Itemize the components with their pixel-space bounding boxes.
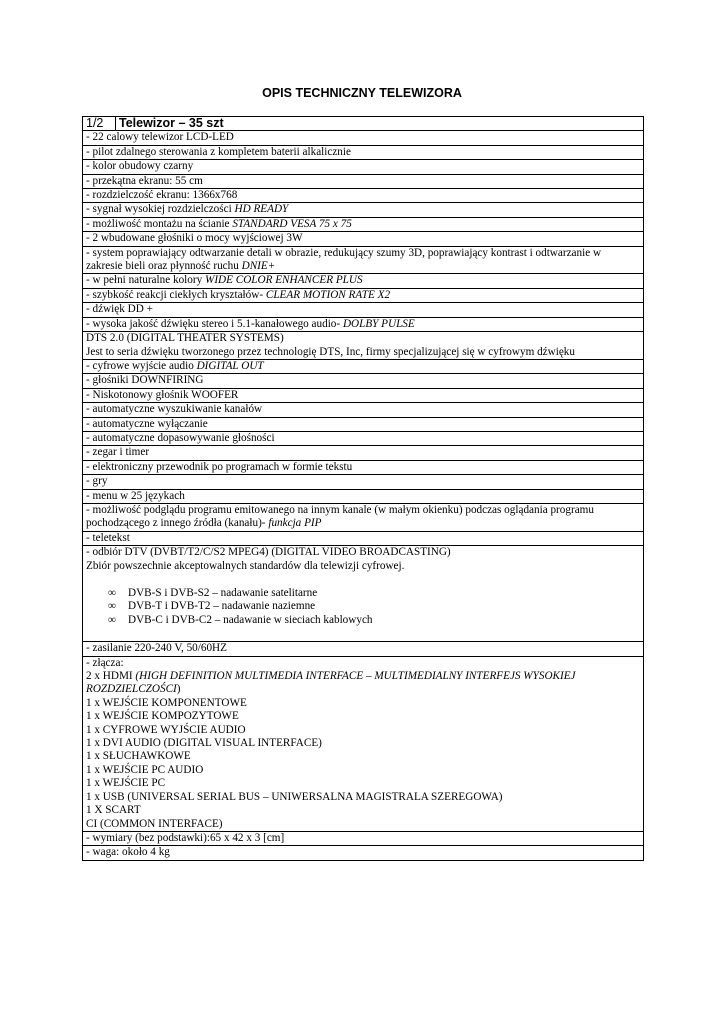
spec-text: - gry xyxy=(86,475,108,488)
table-cell xyxy=(83,831,644,845)
table-cell xyxy=(83,475,644,489)
table-row xyxy=(83,460,644,474)
spec-text: - automatyczne wyszukiwanie kanałów xyxy=(86,403,263,416)
connector-line: 1 x WEJŚCIE PC AUDIO xyxy=(86,763,204,776)
spec-emphasis: DIGITAL OUT xyxy=(196,359,264,372)
hdmi-count: 2 x HDMI xyxy=(86,670,136,683)
spec-emphasis: HD READY xyxy=(234,203,289,216)
spec-text: - menu w 25 językach xyxy=(86,489,185,502)
table-row xyxy=(83,403,644,417)
connector-line: 1 x CYFROWE WYJŚCIE AUDIO xyxy=(86,723,246,736)
table-cell xyxy=(83,460,644,474)
table-cell xyxy=(83,403,644,417)
table-cell xyxy=(83,217,644,231)
dts-description: Jest to seria dźwięku tworzonego przez technologię DTS, Inc, firmy specjalizującej się w cyfrowym dźwięku xyxy=(86,345,575,358)
dvb-standard: DVB-T i DVB-T2 – nadawanie naziemne xyxy=(128,600,316,613)
table-cell xyxy=(83,189,644,203)
dvb-standard: DVB-C i DVB-C2 – nadawanie w sieciach kablowych xyxy=(128,613,373,626)
dtv-title: - odbiór DTV (DVBT/T2/C/S2 MPEG4) (DIGITAL VIDEO BROADCASTING) xyxy=(86,546,451,559)
table-row xyxy=(83,475,644,489)
table-header-row xyxy=(83,117,644,131)
table-cell xyxy=(83,417,644,431)
table-row xyxy=(83,203,644,217)
list-item xyxy=(108,614,640,627)
spec-emphasis: DOLBY PULSE xyxy=(342,317,415,330)
spec-text: - pilot zdalnego sterowania z kompletem baterii alkalicznie xyxy=(86,145,351,158)
table-cell xyxy=(83,160,644,174)
hdmi-close: ) xyxy=(176,683,181,696)
spec-text: - automatyczne dopasowywanie głośności xyxy=(86,431,275,444)
spec-table-body xyxy=(83,117,644,861)
table-row xyxy=(83,217,644,231)
table-row xyxy=(83,417,644,431)
table-cell xyxy=(83,303,644,317)
item-number: 1/2 xyxy=(83,117,116,131)
infinity-bullet-icon: ∞ xyxy=(108,587,116,599)
table-row xyxy=(83,546,644,642)
table-row xyxy=(83,489,644,503)
table-row xyxy=(83,160,644,174)
table-row xyxy=(83,274,644,288)
table-cell xyxy=(83,503,644,531)
connector-line: 1 x WEJŚCIE KOMPONENTOWE xyxy=(86,696,247,709)
table-row xyxy=(83,145,644,159)
spec-emphasis: WIDE COLOR ENHANCER PLUS xyxy=(205,274,363,287)
spec-text: - 22 calowy telewizor LCD-LED xyxy=(86,131,234,144)
connector-line: 1 x DVI AUDIO (DIGITAL VISUAL INTERFACE) xyxy=(86,737,322,750)
connector-line: 1 x USB (UNIVERSAL SERIAL BUS – UNIWERSALNA MAGISTRALA SZEREGOWA) xyxy=(86,790,503,803)
table-cell xyxy=(83,145,644,159)
connector-line: 1 X SCART xyxy=(86,804,141,817)
spec-emphasis: DNIE+ xyxy=(241,260,276,273)
table-cell xyxy=(83,317,644,331)
table-row xyxy=(83,374,644,388)
table-cell xyxy=(83,174,644,188)
spec-text: - kolor obudowy czarny xyxy=(86,160,194,173)
table-row xyxy=(83,846,644,860)
connectors-heading: - złącza: xyxy=(86,656,124,669)
connector-line: 1 x WEJŚCIE PC xyxy=(86,777,166,790)
table-row xyxy=(83,232,644,246)
table-cell xyxy=(83,388,644,402)
table-row xyxy=(83,503,644,531)
spec-table xyxy=(82,116,644,861)
dts-title: DTS 2.0 (DIGITAL THEATER SYSTEMS) xyxy=(86,332,284,345)
table-cell xyxy=(83,274,644,288)
table-row xyxy=(83,131,644,145)
table-row xyxy=(83,332,644,360)
table-row xyxy=(83,642,644,656)
table-cell xyxy=(83,246,644,274)
table-cell xyxy=(83,232,644,246)
item-title: Telewizor – 35 szt xyxy=(116,117,644,131)
connector-line: CI (COMMON INTERFACE) xyxy=(86,817,223,830)
table-cell xyxy=(83,546,644,642)
dvb-list xyxy=(108,587,640,627)
table-cell xyxy=(83,846,644,860)
table-cell xyxy=(83,656,644,831)
connector-line: 1 x SŁUCHAWKOWE xyxy=(86,750,191,763)
table-row xyxy=(83,531,644,545)
table-cell xyxy=(83,446,644,460)
page-title: OPIS TECHNICZNY TELEWIZORA xyxy=(262,86,462,100)
table-row xyxy=(83,446,644,460)
connector-line: 1 x WEJŚCIE KOMPOZYTOWE xyxy=(86,710,239,723)
table-row xyxy=(83,246,644,274)
list-item xyxy=(108,600,640,613)
spec-text: - sygnał wysokiej rozdzielczości xyxy=(86,203,235,216)
table-cell xyxy=(83,489,644,503)
table-cell xyxy=(83,531,644,545)
table-row xyxy=(83,359,644,373)
table-row xyxy=(83,174,644,188)
table-cell xyxy=(83,359,644,373)
spec-text: - rozdzielczość ekranu: 1366x768 xyxy=(86,189,238,202)
spec-emphasis: funkcja PIP xyxy=(268,517,322,530)
spec-text: - zegar i timer xyxy=(86,446,150,459)
table-cell xyxy=(83,431,644,445)
table-row xyxy=(83,317,644,331)
spec-text: - 2 wbudowane głośniki o mocy wyjściowej 3W xyxy=(86,232,303,245)
list-item xyxy=(108,587,640,600)
table-row xyxy=(83,189,644,203)
table-cell xyxy=(83,642,644,656)
spec-text: - automatyczne wyłączanie xyxy=(86,417,208,430)
spec-text: - dźwięk DD + xyxy=(86,303,153,316)
weight-spec: - waga: około 4 kg xyxy=(86,846,170,859)
spec-text: - wysoka jakość dźwięku stereo i 5.1-kanałowego audio- xyxy=(86,317,343,330)
dtv-description: Zbiór powszechnie akceptowalnych standardów dla telewizji cyfrowej. xyxy=(86,559,405,572)
infinity-bullet-icon: ∞ xyxy=(108,600,116,613)
spec-text: - system poprawiający odtwarzanie detali w obrazie, redukujący szumy 3D, poprawiający kontrast i odtwarzanie w zakresie bieli oraz płynność ruchu xyxy=(86,246,602,273)
hdmi-line xyxy=(86,670,640,697)
spec-text: - przekątna ekranu: 55 cm xyxy=(86,174,203,187)
spec-text: - teletekst xyxy=(86,531,130,544)
table-row xyxy=(83,656,644,831)
spec-text: - możliwość montażu na ścianie xyxy=(86,217,233,230)
spec-text: - w pełni naturalne kolory xyxy=(86,274,205,287)
spec-text: - głośniki DOWNFIRING xyxy=(86,374,204,387)
spec-emphasis: CLEAR MOTION RATE X2 xyxy=(265,288,391,301)
dvb-standard: DVB-S i DVB-S2 – nadawanie satelitarne xyxy=(128,587,318,599)
dimensions-spec: - wymiary (bez podstawki):65 x 42 x 3 [cm] xyxy=(86,831,285,844)
spec-text: - cyfrowe wyjście audio xyxy=(86,359,197,372)
table-cell xyxy=(83,131,644,145)
spec-text: - szybkość reakcji ciekłych kryształów- xyxy=(86,288,266,301)
spec-emphasis: STANDARD VESA 75 x 75 xyxy=(232,217,352,230)
table-row xyxy=(83,303,644,317)
table-cell xyxy=(83,288,644,302)
spec-text: - możliwość podglądu programu emitowanego na innym kanale (w małym okienku) podczas oglądania programu pochodzącego z innego źródła (kanału)- xyxy=(86,503,594,530)
table-row xyxy=(83,831,644,845)
table-cell xyxy=(83,332,644,360)
power-spec: - zasilanie 220-240 V, 50/60HZ xyxy=(86,642,227,655)
spec-text: - Niskotonowy głośnik WOOFER xyxy=(86,388,239,401)
table-cell xyxy=(83,374,644,388)
hdmi-description: (HIGH DEFINITION MULTIMEDIA INTERFACE – MULTIMEDIALNY INTERFEJS WYSOKIEJ ROZDZIELCZOŚCI xyxy=(86,670,576,696)
spec-text: - elektroniczny przewodnik po programach w formie tekstu xyxy=(86,460,353,473)
table-row xyxy=(83,431,644,445)
table-row xyxy=(83,288,644,302)
table-cell xyxy=(83,203,644,217)
infinity-bullet-icon: ∞ xyxy=(108,613,116,626)
table-row xyxy=(83,388,644,402)
